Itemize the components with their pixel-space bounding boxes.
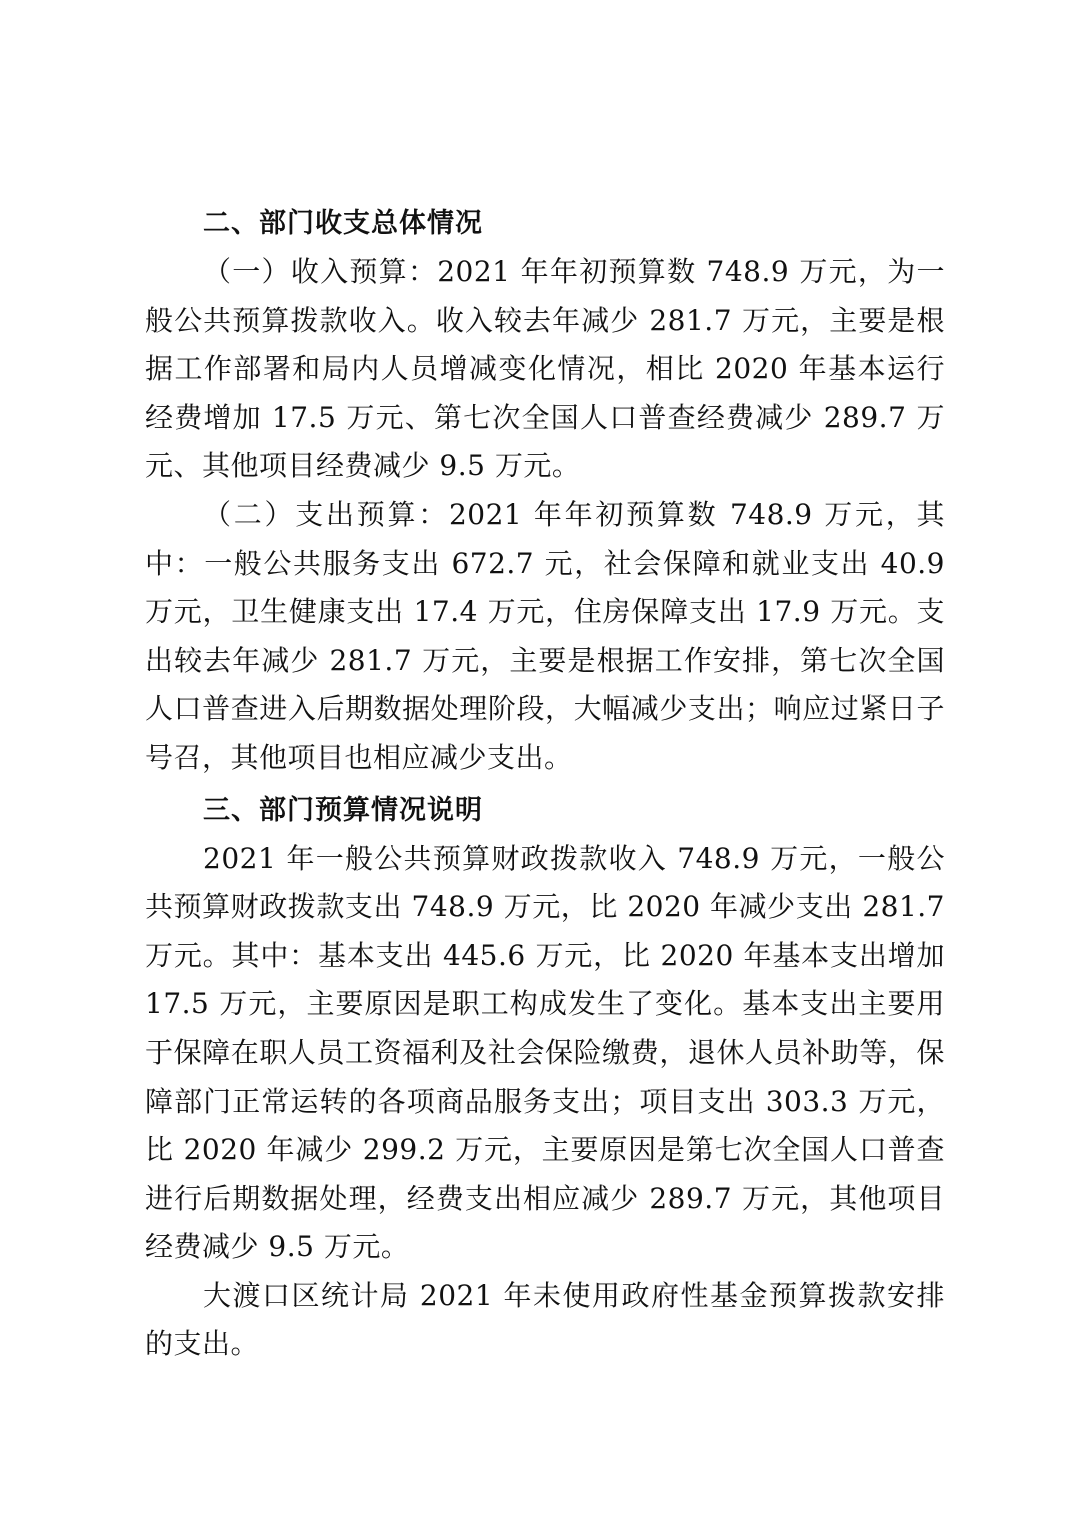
paragraph-fiscal-appropriation: 2021 年一般公共预算财政拨款收入 748.9 万元，一般公共预算财政拨款支出 748.9 万元，比 2020 年减少支出 281.7 万元。其中：基本支出 445.6 万元，比 2020 年基本支出增加 17.5 万元，主要原因是职工构成发生了变化。基本支出主要用于保障在职人员工资福利及社会保险缴费，退休人员补助等，保障部门正常运转的各项商品服务支出；项目支出 303.3 万元，比 2020 年减少 299.2 万元，主要原因是第七次全国人口普查进行后期数据处理，经费支出相应减少 289.7 万元，其他项目经费减少 9.5 万元。 [145,841,945,1264]
section-heading-overall: 二、部门收支总体情况 [203,208,483,239]
paragraph-expenditure-budget: （二）支出预算：2021 年年初预算数 748.9 万元，其中：一般公共服务支出 672.7 元，社会保障和就业支出 40.9 万元，卫生健康支出 17.4 万元，住房保障支出 17.9 万元。支出较去年减少 281.7 万元，主要是根据工作安排，第七次全国人口普查进入后期数据处理阶段，大幅减少支出；响应过紧日子号召，其他项目也相应减少支出。 [145,497,945,774]
section-heading-budget-notes: 三、部门预算情况说明 [203,794,483,826]
paragraph-government-fund: 大渡口区统计局 2021 年未使用政府性基金预算拨款安排的支出。 [145,1278,945,1361]
paragraph-income-budget: （一）收入预算：2021 年年初预算数 748.9 万元，为一般公共预算拨款收入。收入较去年减少 281.7 万元，主要是根据工作部署和局内人员增减变化情况，相比 2020 年基本运行经费增加 17.5 万元、第七次全国人口普查经费减少 289.7 万元、其他项目经费减少 9.5 万元。 [145,255,945,483]
document-body [145,200,945,1369]
